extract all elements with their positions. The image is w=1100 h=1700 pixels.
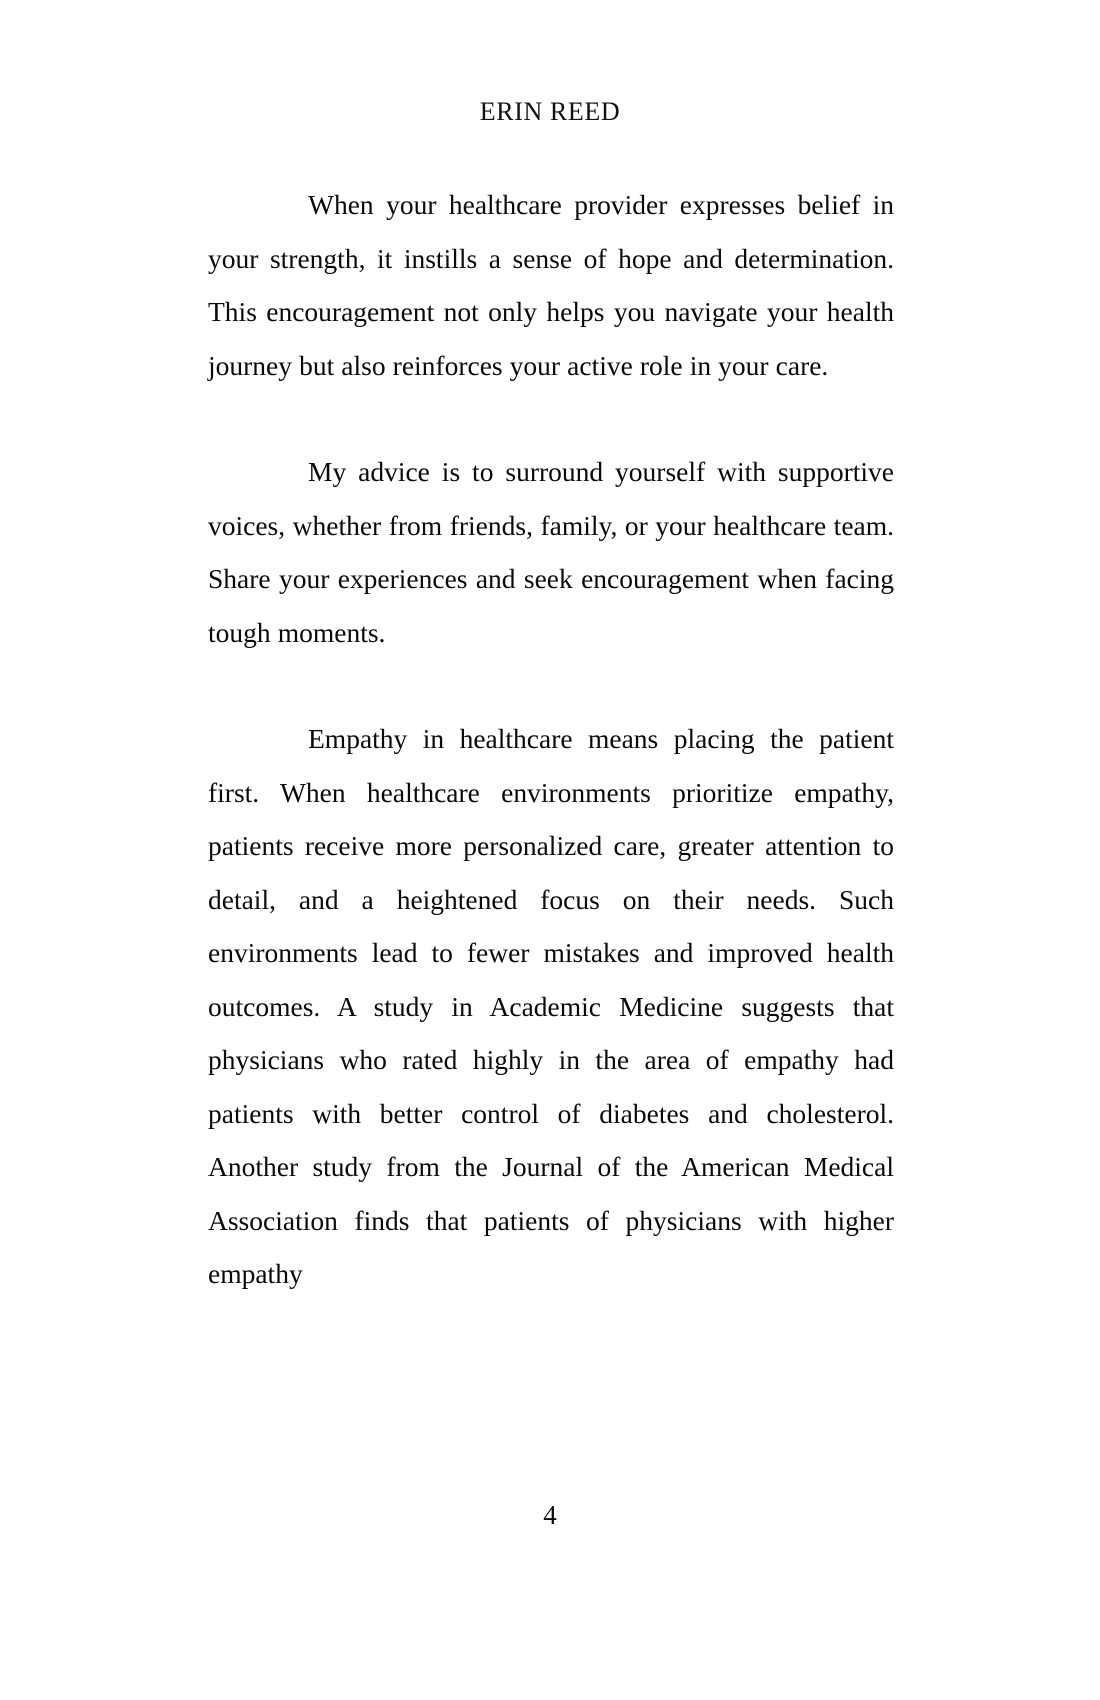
page-number: 4 xyxy=(543,1500,557,1530)
body-paragraph: When your healthcare provider expresses belief in your strength, it instills a sense of hope and determination. This encouragement not only helps you navigate your health journey but also reinforces your active role in your care. xyxy=(208,189,894,381)
body-paragraph: Empathy in healthcare means placing the patient first. When healthcare environments prioritize empathy, patients receive more personalized care, greater attention to detail, and a heightened focus on their needs. Such environments lead to fewer mistakes and improved health outcomes. A study in Academic Medicine suggests that physicians who rated highly in the area of empathy had patients with better control of diabetes and cholesterol. Another study from the Journal of the American Medical Association finds that patients of physicians with higher empathy xyxy=(208,723,894,1289)
running-head: ERIN REED xyxy=(479,97,621,126)
body-text-block xyxy=(208,178,894,1301)
body-paragraph: My advice is to surround yourself with supportive voices, whether from friends, family, or your healthcare team. Share your experiences and seek encouragement when facing tough moments. xyxy=(208,456,894,648)
